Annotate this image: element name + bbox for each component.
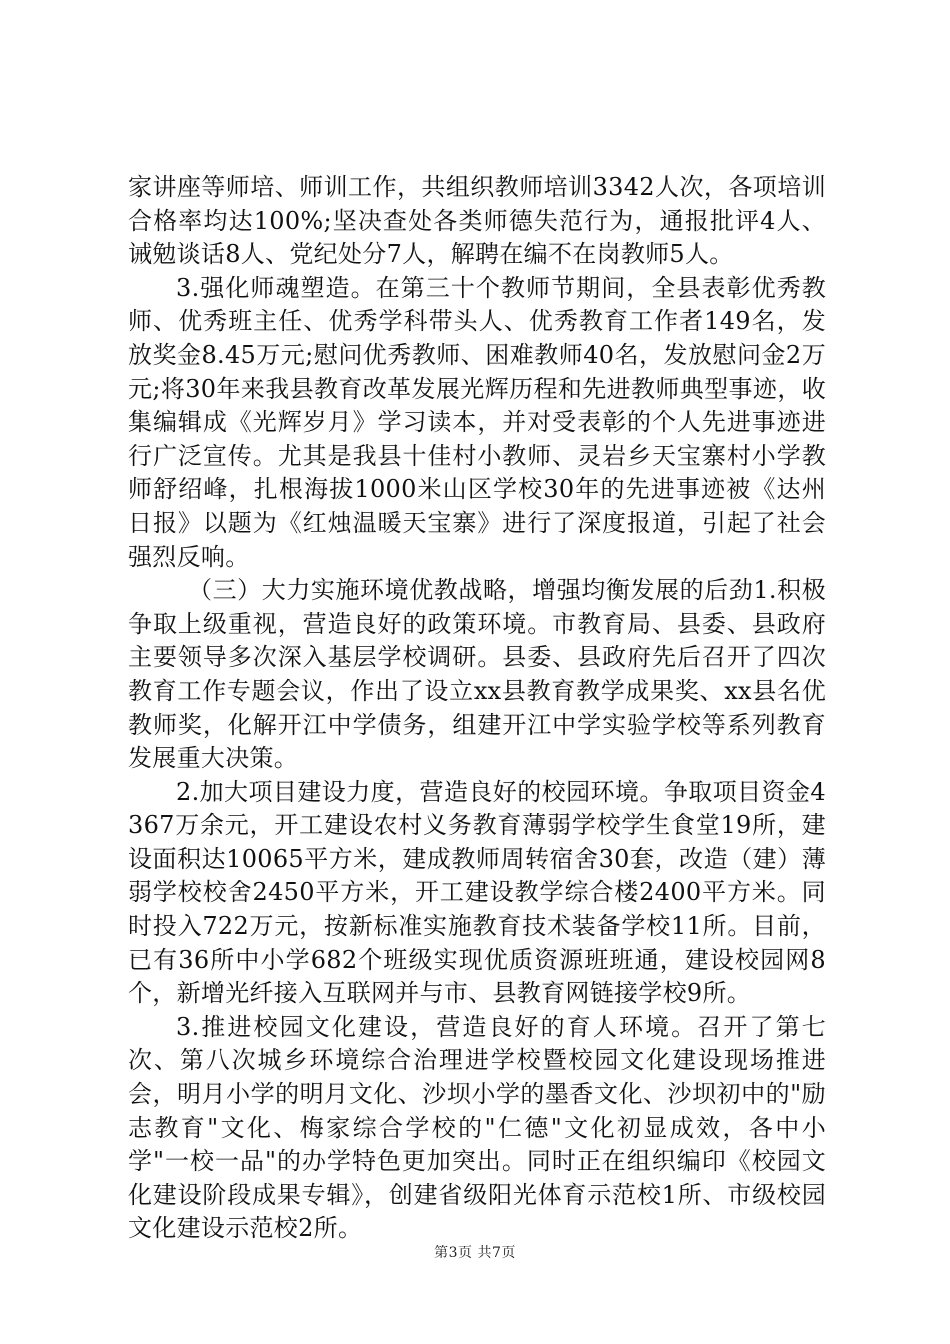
page-number-footer: 第3页 共7页 xyxy=(434,1245,516,1261)
paragraph-section-three: （三）大力实施环境优教战略，增强均衡发展的后劲1.积极争取上级重视，营造良好的政策环境。市教育局、县委、县政府主要领导多次深入基层学校调研。县委、县政府先后召开了四次教育工作专题会议，作出了设立xx县教育教学成果奖、xx县名优教师奖，化解开江中学债务，组建开江中学实验学校等系列教育发展重大决策。 xyxy=(128,576,826,773)
document-body xyxy=(128,171,826,1246)
paragraph-teacher-spirit: 3.强化师魂塑造。在第三十个教师节期间，全县表彰优秀教师、优秀班主任、优秀学科带头人、优秀教育工作者149名，发放奖金8.45万元;慰问优秀教师、困难教师40名，发放慰问金2万元;将30年来我县教育改革发展光辉历程和先进教师典型事迹，收集编辑成《光辉岁月》学习读本，并对受表彰的个人先进事迹进行广泛宣传。尤其是我县十佳村小教师、灵岩乡天宝寨村小学教师舒绍峰，扎根海拔1000米山区学校30年的先进事迹被《达州日报》以题为《红烛温暖天宝寨》进行了深度报道，引起了社会强烈反响。 xyxy=(128,273,826,571)
paragraph-teacher-training: 家讲座等师培、师训工作，共组织教师培训3342人次，各项培训合格率均达100%;坚决查处各类师德失范行为，通报批评4人、诫勉谈话8人、党纪处分7人，解聘在编不在岗教师5人。 xyxy=(128,173,826,269)
paragraph-campus-culture: 3.推进校园文化建设，营造良好的育人环境。召开了第七次、第八次城乡环境综合治理进学校暨校园文化建设现场推进会，明月小学的明月文化、沙坝小学的墨香文化、沙坝初中的"励志教育"文化、梅家综合学校的"仁德"文化初显成效，各中小学"一校一品"的办学特色更加突出。同时正在组织编印《校园文化建设阶段成果专辑》，创建省级阳光体育示范校1所、市级校园文化建设示范校2所。 xyxy=(128,1012,826,1243)
paragraph-project-construction: 2.加大项目建设力度，营造良好的校园环境。争取项目资金4367万余元，开工建设农村义务教育薄弱学校学生食堂19所，建设面积达10065平方米，建成教师周转宿舍30套，改造（建）薄弱学校校舍2450平方米，开工建设教学综合楼2400平方米。同时投入722万元，按新标准实施教育技术装备学校11所。目前，已有36所中小学682个班级实现优质资源班班通，建设校园网8个，新增光纤接入互联网并与市、县教育网链接学校9所。 xyxy=(128,777,826,1008)
